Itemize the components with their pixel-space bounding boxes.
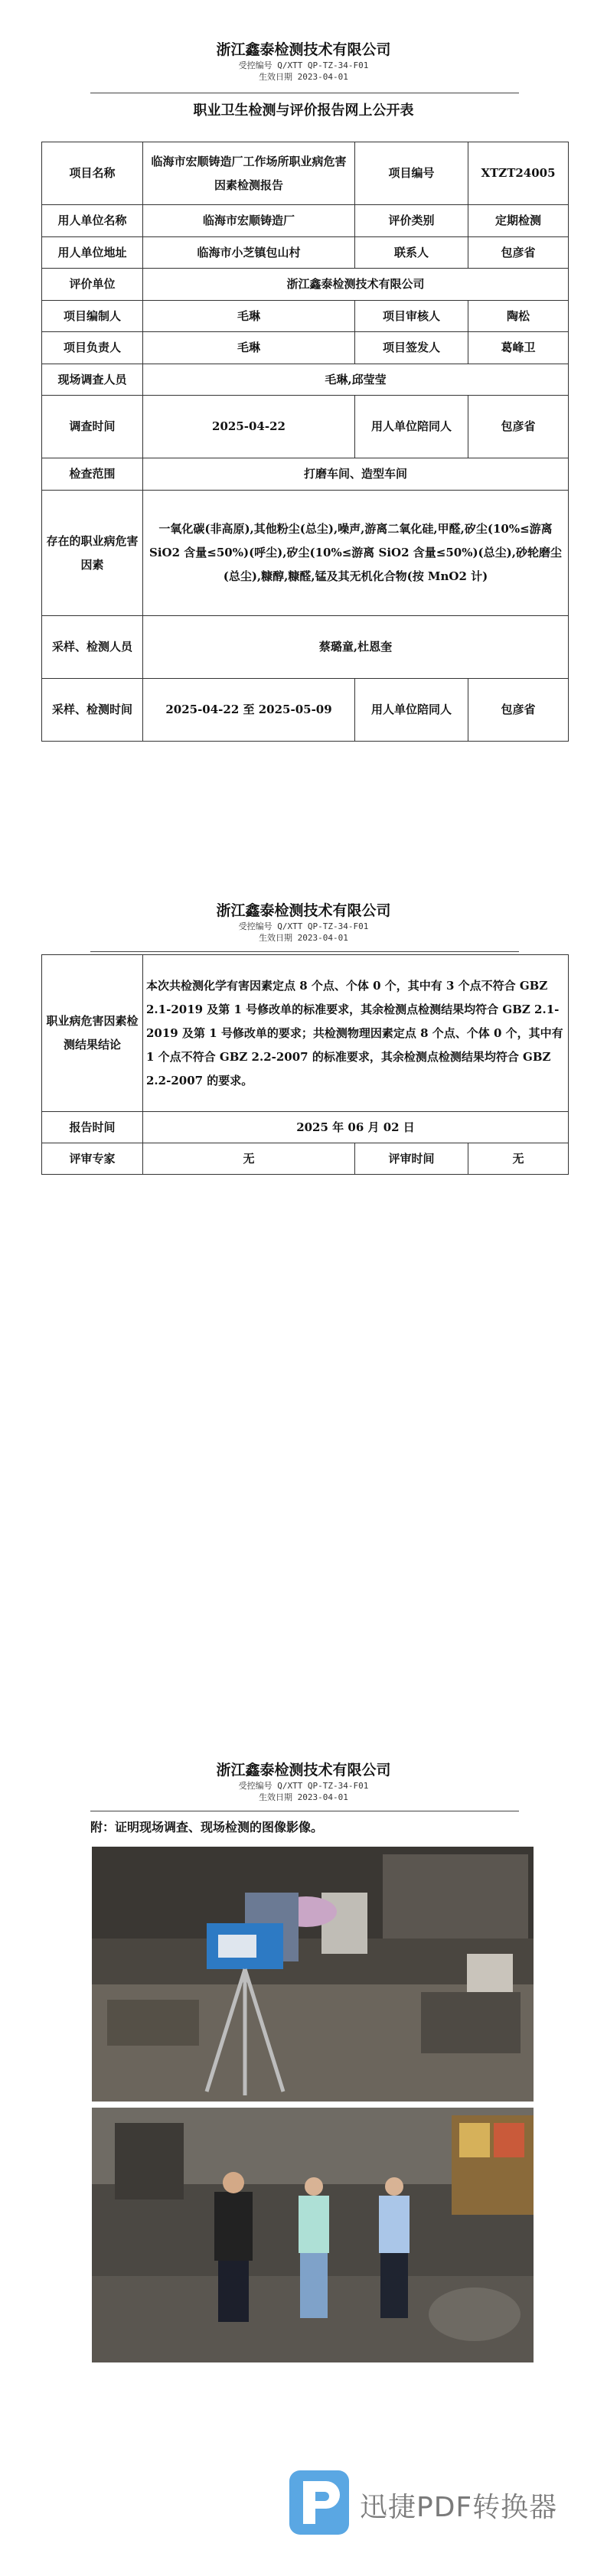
- label-sampling-staff: 采样、检测人员: [42, 616, 143, 679]
- label-survey-time: 调查时间: [42, 396, 143, 458]
- company-name: 浙江鑫泰检测技术有限公司: [216, 1762, 391, 1779]
- control-number: 受控编号 Q/XTT QP-TZ-34-F01: [238, 1781, 369, 1791]
- label-project-name: 项目名称: [42, 142, 143, 205]
- label-hazards: 存在的职业病危害因素: [42, 491, 143, 616]
- value-issuer: 葛峰卫: [468, 332, 569, 364]
- value-experts: 无: [143, 1143, 355, 1175]
- label-project-no: 项目编号: [355, 142, 468, 205]
- value-scope: 打磨车间、造型车间: [143, 458, 569, 491]
- converter-watermark: [289, 2470, 566, 2535]
- value-report-time: 2025 年 06 月 02 日: [143, 1112, 569, 1143]
- value-survey-time: 2025-04-22: [143, 396, 355, 458]
- value-project-no: XTZT24005: [468, 142, 569, 205]
- page-header: [0, 1760, 607, 1803]
- value-review-time: 无: [468, 1143, 569, 1175]
- label-issuer: 项目签发人: [355, 332, 468, 364]
- label-compiler: 项目编制人: [42, 301, 143, 332]
- label-escort2: 用人单位陪同人: [355, 679, 468, 742]
- company-name: 浙江鑫泰检测技术有限公司: [216, 41, 391, 58]
- control-number: 受控编号 Q/XTT QP-TZ-34-F01: [238, 921, 369, 931]
- value-employer: 临海市宏顺铸造厂: [143, 205, 355, 237]
- value-compiler: 毛琳: [143, 301, 355, 332]
- info-table: [41, 142, 569, 742]
- workshop-staff-image: [92, 2108, 534, 2362]
- value-project-name: 临海市宏顺铸造厂工作场所职业病危害因素检测报告: [143, 142, 355, 205]
- label-conclusion: 职业病危害因素检测结果结论: [42, 955, 143, 1112]
- label-contact: 联系人: [355, 237, 468, 269]
- value-conclusion: 本次共检测化学有害因素定点 8 个点、个体 0 个，其中有 3 个点不符合 GBZ 2.1-2019 及第 1 号修改单的标准要求，其余检测点检测结果均符合 GBZ 2.1-2019 及第 1 号修改单的要求；共检测物理因素定点 8 个点、个体 0 个，其中有 1 个点不符合 GBZ 2.2-2007 的标准要求，其余检测点检测结果均符合 GBZ 2.2-2007 的要求。: [143, 955, 569, 1112]
- converter-logo-icon: [289, 2470, 349, 2535]
- effective-date: 生效日期 2023-04-01: [259, 1792, 348, 1802]
- label-survey-staff: 现场调查人员: [42, 364, 143, 396]
- value-sampling-staff: 蔡璐童,杜恩奎: [143, 616, 569, 679]
- label-report-time: 报告时间: [42, 1112, 143, 1143]
- workshop-sampling-image: [92, 1847, 534, 2102]
- label-eval-unit: 评价单位: [42, 269, 143, 301]
- page-header: [0, 40, 607, 83]
- value-sampling-time: 2025-04-22 至 2025-05-09: [143, 679, 355, 742]
- label-reviewer: 项目审核人: [355, 301, 468, 332]
- value-survey-staff: 毛琳,邱莹莹: [143, 364, 569, 396]
- value-reviewer: 陶松: [468, 301, 569, 332]
- company-name: 浙江鑫泰检测技术有限公司: [216, 902, 391, 919]
- site-staff-photo: [92, 2108, 534, 2362]
- converter-logo-text: 迅捷PDF转换器: [360, 2492, 558, 2523]
- effective-date: 生效日期 2023-04-01: [259, 933, 348, 943]
- appendix-caption: 附：证明现场调查、现场检测的图像影像。: [90, 1820, 324, 1834]
- value-contact: 包彦省: [468, 237, 569, 269]
- header-rule: [90, 951, 519, 952]
- value-escort2: 包彦省: [468, 679, 569, 742]
- label-review-time: 评审时间: [355, 1143, 468, 1175]
- page-header: [0, 901, 607, 944]
- label-employer: 用人单位名称: [42, 205, 143, 237]
- label-escort: 用人单位陪同人: [355, 396, 468, 458]
- value-address: 临海市小芝镇包山村: [143, 237, 355, 269]
- label-sampling-time: 采样、检测时间: [42, 679, 143, 742]
- value-escort: 包彦省: [468, 396, 569, 458]
- label-experts: 评审专家: [42, 1143, 143, 1175]
- label-address: 用人单位地址: [42, 237, 143, 269]
- value-eval-type: 定期检测: [468, 205, 569, 237]
- effective-date: 生效日期 2023-04-01: [259, 72, 348, 82]
- value-eval-unit: 浙江鑫泰检测技术有限公司: [143, 269, 569, 301]
- report-title: 职业卫生检测与评价报告网上公开表: [193, 103, 414, 119]
- label-eval-type: 评价类别: [355, 205, 468, 237]
- field-survey-photo: [92, 1847, 534, 2102]
- conclusion-table: [41, 954, 569, 1175]
- control-number: 受控编号 Q/XTT QP-TZ-34-F01: [238, 60, 369, 70]
- value-leader: 毛琳: [143, 332, 355, 364]
- label-leader: 项目负责人: [42, 332, 143, 364]
- value-hazards: 一氧化碳(非高原),其他粉尘(总尘),噪声,游离二氧化硅,甲醛,矽尘(10%≤游离 SiO2 含量≤50%)(呼尘),矽尘(10%≤游离 SiO2 含量≤50%)(总尘),砂轮磨尘(总尘),糠醇,糠醛,锰及其无机化合物(按 MnO2 计): [143, 491, 569, 616]
- label-scope: 检查范围: [42, 458, 143, 491]
